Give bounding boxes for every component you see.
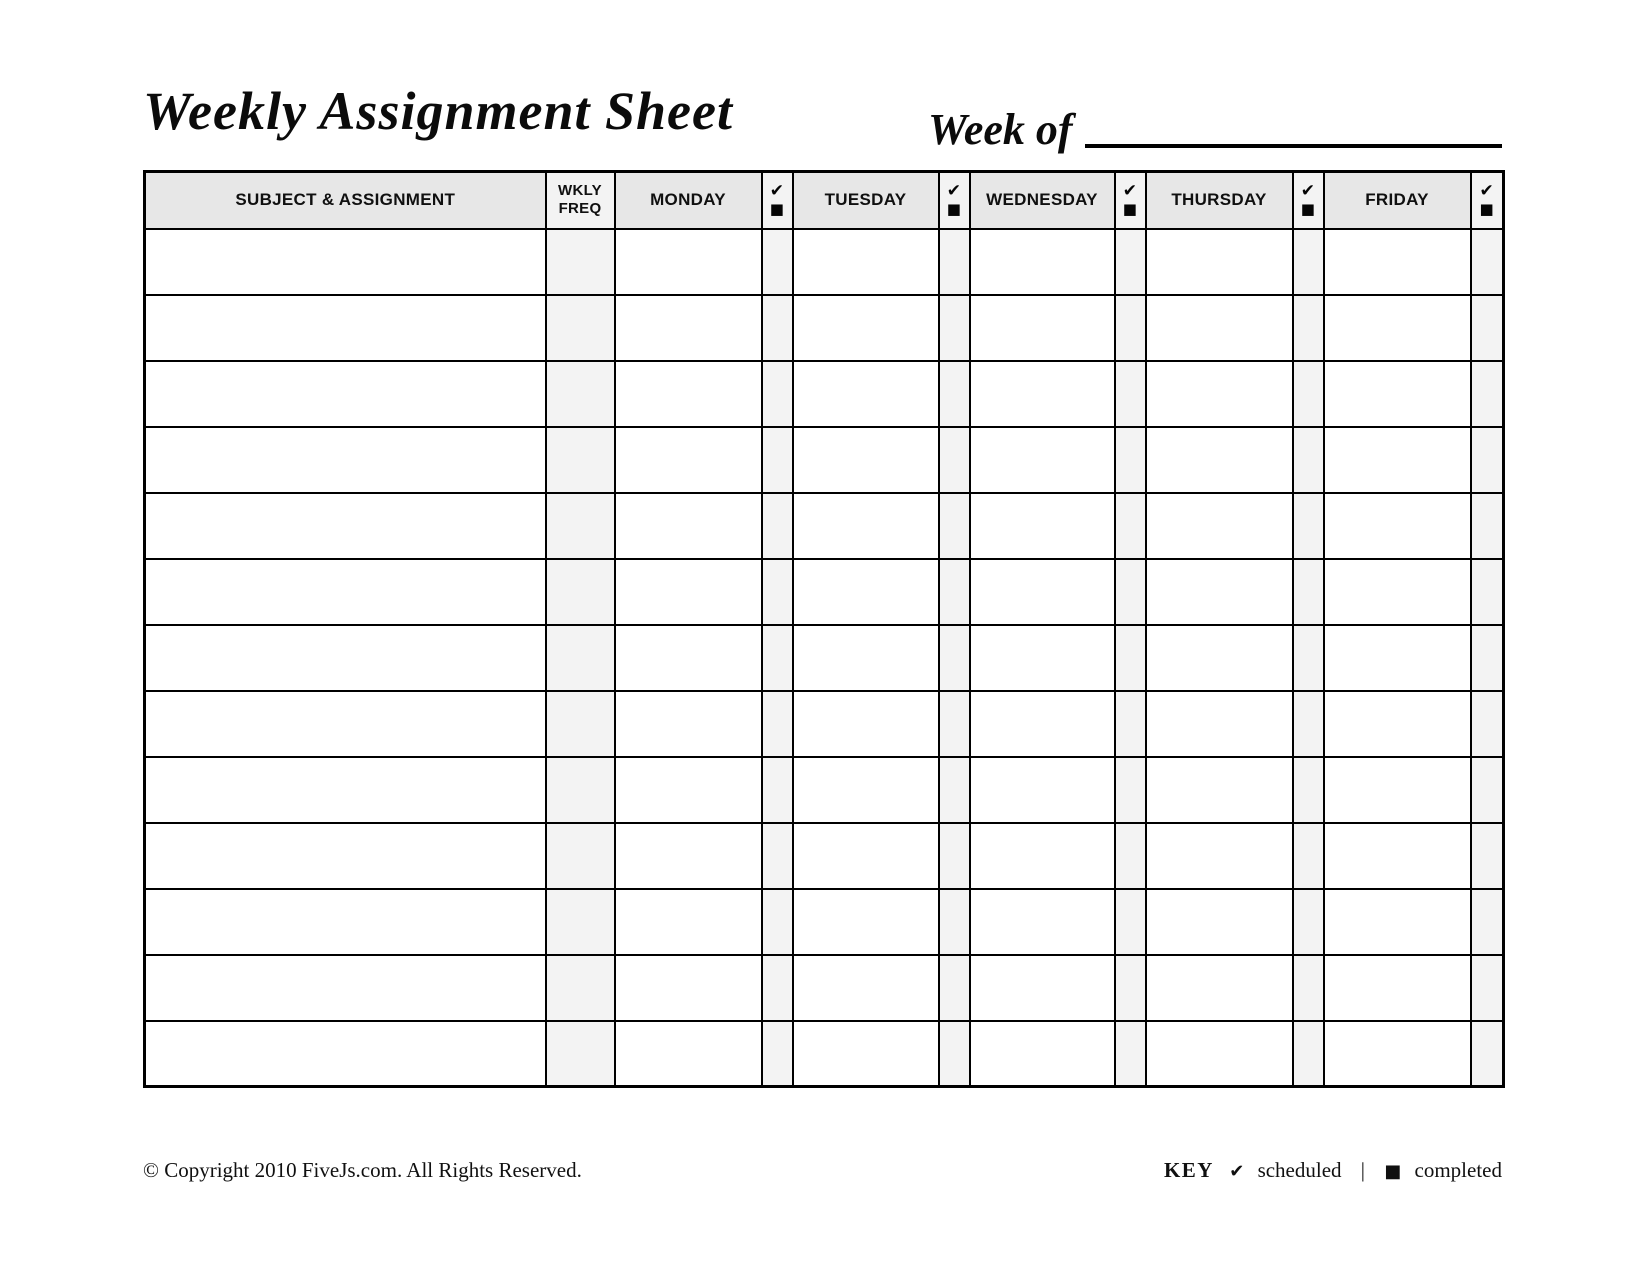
cell-friday[interactable] <box>1324 955 1471 1021</box>
scheduled-label: scheduled <box>1257 1158 1342 1182</box>
table-row <box>145 361 1504 427</box>
cell-wednesday-check[interactable] <box>1115 427 1146 493</box>
scheduled-check-icon: ✔ <box>1479 181 1495 202</box>
cell-wkly-freq[interactable] <box>546 625 615 691</box>
legend <box>1164 1158 1502 1183</box>
cell-thursday-check[interactable] <box>1293 955 1324 1021</box>
cell-thursday-check[interactable] <box>1293 559 1324 625</box>
table-row <box>145 823 1504 889</box>
cell-monday[interactable] <box>615 823 762 889</box>
key-label: KEY <box>1163 1158 1214 1182</box>
cell-tuesday[interactable] <box>793 493 939 559</box>
cell-friday-check[interactable] <box>1471 955 1504 1021</box>
table-row <box>145 559 1504 625</box>
cell-thursday[interactable] <box>1146 823 1293 889</box>
cell-tuesday-check[interactable] <box>939 229 970 295</box>
cell-friday-check[interactable] <box>1471 493 1504 559</box>
completed-square-icon: ■ <box>1384 1161 1402 1182</box>
cell-friday-check[interactable] <box>1471 1021 1504 1087</box>
cell-thursday[interactable] <box>1146 559 1293 625</box>
week-of-label: Week of <box>928 105 1073 154</box>
column-header-friday-check <box>1471 172 1504 229</box>
cell-monday-check[interactable] <box>762 493 793 559</box>
table-row <box>145 889 1504 955</box>
cell-friday-check[interactable] <box>1471 625 1504 691</box>
cell-wednesday[interactable] <box>970 493 1115 559</box>
cell-thursday-check[interactable] <box>1293 757 1324 823</box>
cell-wkly-freq[interactable] <box>546 493 615 559</box>
cell-monday-check[interactable] <box>762 229 793 295</box>
completed-square-icon: ■ <box>946 200 962 219</box>
cell-thursday[interactable] <box>1146 757 1293 823</box>
column-header-tuesday-check <box>939 172 970 229</box>
table-row <box>145 625 1504 691</box>
cell-monday-check[interactable] <box>762 955 793 1021</box>
cell-wednesday-check[interactable] <box>1115 295 1146 361</box>
column-header-thursday: THURSDAY <box>1146 172 1293 229</box>
cell-monday[interactable] <box>615 691 762 757</box>
cell-tuesday-check[interactable] <box>939 691 970 757</box>
check-column-legend <box>763 183 792 217</box>
table-row <box>145 493 1504 559</box>
cell-thursday[interactable] <box>1146 691 1293 757</box>
cell-wednesday-check[interactable] <box>1115 757 1146 823</box>
completed-square-icon: ■ <box>1122 200 1138 219</box>
cell-subject[interactable] <box>145 1021 546 1087</box>
cell-thursday[interactable] <box>1146 295 1293 361</box>
cell-wkly-freq[interactable] <box>546 295 615 361</box>
table-row <box>145 295 1504 361</box>
cell-tuesday[interactable] <box>793 295 939 361</box>
column-header-wednesday-check <box>1115 172 1146 229</box>
table-row <box>145 427 1504 493</box>
cell-monday[interactable] <box>615 889 762 955</box>
cell-tuesday[interactable] <box>793 559 939 625</box>
cell-friday-check[interactable] <box>1471 559 1504 625</box>
cell-thursday-check[interactable] <box>1293 493 1324 559</box>
cell-tuesday[interactable] <box>793 361 939 427</box>
cell-thursday-check[interactable] <box>1293 295 1324 361</box>
cell-monday-check[interactable] <box>762 1021 793 1087</box>
cell-monday[interactable] <box>615 229 762 295</box>
completed-square-icon: ■ <box>1300 200 1316 219</box>
cell-wednesday-check[interactable] <box>1115 229 1146 295</box>
cell-monday-check[interactable] <box>762 361 793 427</box>
cell-wednesday[interactable] <box>970 1021 1115 1087</box>
cell-subject[interactable] <box>145 427 546 493</box>
cell-wkly-freq[interactable] <box>546 955 615 1021</box>
cell-thursday[interactable] <box>1146 625 1293 691</box>
check-column-legend <box>1116 183 1145 217</box>
cell-tuesday[interactable] <box>793 427 939 493</box>
column-header-monday: MONDAY <box>615 172 762 229</box>
cell-tuesday-check[interactable] <box>939 493 970 559</box>
cell-tuesday[interactable] <box>793 229 939 295</box>
cell-friday-check[interactable] <box>1471 757 1504 823</box>
cell-thursday[interactable] <box>1146 493 1293 559</box>
cell-thursday-check[interactable] <box>1293 229 1324 295</box>
cell-thursday[interactable] <box>1146 1021 1293 1087</box>
cell-friday-check[interactable] <box>1471 889 1504 955</box>
cell-monday[interactable] <box>615 427 762 493</box>
cell-monday[interactable] <box>615 559 762 625</box>
cell-friday[interactable] <box>1324 493 1471 559</box>
cell-monday-check[interactable] <box>762 889 793 955</box>
cell-wednesday-check[interactable] <box>1115 889 1146 955</box>
page-footer <box>143 1158 1502 1183</box>
cell-wkly-freq[interactable] <box>546 889 615 955</box>
week-of-field <box>928 96 1502 152</box>
check-column-legend <box>1472 183 1503 217</box>
cell-friday-check[interactable] <box>1471 823 1504 889</box>
cell-wednesday[interactable] <box>970 361 1115 427</box>
cell-subject[interactable] <box>145 295 546 361</box>
scheduled-check-icon: ✔ <box>946 181 962 202</box>
cell-wednesday-check[interactable] <box>1115 1021 1146 1087</box>
cell-wednesday[interactable] <box>970 757 1115 823</box>
column-header-wednesday: WEDNESDAY <box>970 172 1115 229</box>
cell-friday-check[interactable] <box>1471 295 1504 361</box>
table-row <box>145 1021 1504 1087</box>
cell-thursday-check[interactable] <box>1293 1021 1324 1087</box>
cell-thursday[interactable] <box>1146 427 1293 493</box>
cell-wkly-freq[interactable] <box>546 823 615 889</box>
scheduled-check-icon: ✔ <box>1122 181 1138 202</box>
cell-subject[interactable] <box>145 559 546 625</box>
cell-monday-check[interactable] <box>762 427 793 493</box>
cell-friday-check[interactable] <box>1471 427 1504 493</box>
table-row <box>145 757 1504 823</box>
table-row <box>145 691 1504 757</box>
page-title: Weekly Assignment Sheet <box>143 81 733 141</box>
cell-tuesday[interactable] <box>793 955 939 1021</box>
cell-subject[interactable] <box>145 889 546 955</box>
assignment-table <box>143 170 1505 1088</box>
cell-monday[interactable] <box>615 361 762 427</box>
column-header-thursday-check <box>1293 172 1324 229</box>
cell-friday[interactable] <box>1324 889 1471 955</box>
cell-wednesday[interactable] <box>970 823 1115 889</box>
completed-label: completed <box>1414 1158 1502 1182</box>
table-row <box>145 229 1504 295</box>
cell-tuesday[interactable] <box>793 1021 939 1087</box>
cell-friday[interactable] <box>1324 691 1471 757</box>
cell-wednesday-check[interactable] <box>1115 823 1146 889</box>
cell-friday-check[interactable] <box>1471 691 1504 757</box>
cell-tuesday[interactable] <box>793 889 939 955</box>
cell-subject[interactable] <box>145 625 546 691</box>
cell-tuesday-check[interactable] <box>939 955 970 1021</box>
cell-tuesday-check[interactable] <box>939 427 970 493</box>
cell-monday-check[interactable] <box>762 559 793 625</box>
cell-thursday-check[interactable] <box>1293 889 1324 955</box>
cell-wednesday-check[interactable] <box>1115 493 1146 559</box>
column-header-monday-check <box>762 172 793 229</box>
cell-friday[interactable] <box>1324 427 1471 493</box>
cell-wednesday[interactable] <box>970 229 1115 295</box>
completed-square-icon: ■ <box>1479 200 1494 219</box>
copyright-text: © Copyright 2010 FiveJs.com. All Rights Reserved. <box>143 1158 582 1182</box>
cell-tuesday-check[interactable] <box>939 823 970 889</box>
cell-monday[interactable] <box>615 295 762 361</box>
check-column-legend <box>1294 183 1323 217</box>
cell-tuesday-check[interactable] <box>939 625 970 691</box>
cell-wednesday-check[interactable] <box>1115 625 1146 691</box>
cell-friday[interactable] <box>1324 625 1471 691</box>
cell-thursday[interactable] <box>1146 889 1293 955</box>
cell-wednesday[interactable] <box>970 559 1115 625</box>
scheduled-check-icon: ✔ <box>1229 1161 1245 1182</box>
cell-thursday[interactable] <box>1146 955 1293 1021</box>
cell-monday[interactable] <box>615 625 762 691</box>
cell-monday[interactable] <box>615 757 762 823</box>
cell-thursday-check[interactable] <box>1293 427 1324 493</box>
cell-friday[interactable] <box>1324 559 1471 625</box>
scheduled-check-icon: ✔ <box>1300 181 1316 202</box>
column-header-friday: FRIDAY <box>1324 172 1471 229</box>
legend-divider: | <box>1360 1158 1366 1182</box>
cell-wednesday[interactable] <box>970 427 1115 493</box>
cell-monday-check[interactable] <box>762 823 793 889</box>
cell-tuesday-check[interactable] <box>939 361 970 427</box>
cell-wednesday[interactable] <box>970 889 1115 955</box>
check-column-legend <box>940 183 969 217</box>
table-header-row <box>145 172 1504 229</box>
table-body <box>145 229 1504 1087</box>
cell-monday-check[interactable] <box>762 757 793 823</box>
cell-thursday[interactable] <box>1146 229 1293 295</box>
cell-subject[interactable] <box>145 955 546 1021</box>
cell-wednesday-check[interactable] <box>1115 361 1146 427</box>
cell-subject[interactable] <box>145 229 546 295</box>
cell-monday-check[interactable] <box>762 691 793 757</box>
cell-monday[interactable] <box>615 955 762 1021</box>
cell-tuesday-check[interactable] <box>939 757 970 823</box>
cell-friday[interactable] <box>1324 361 1471 427</box>
cell-monday[interactable] <box>615 493 762 559</box>
cell-wednesday-check[interactable] <box>1115 691 1146 757</box>
cell-wednesday[interactable] <box>970 625 1115 691</box>
cell-friday[interactable] <box>1324 295 1471 361</box>
cell-tuesday-check[interactable] <box>939 295 970 361</box>
cell-subject[interactable] <box>145 361 546 427</box>
cell-wkly-freq[interactable] <box>546 361 615 427</box>
cell-wkly-freq[interactable] <box>546 229 615 295</box>
cell-wednesday-check[interactable] <box>1115 559 1146 625</box>
cell-friday[interactable] <box>1324 229 1471 295</box>
cell-subject[interactable] <box>145 823 546 889</box>
scheduled-check-icon: ✔ <box>769 181 785 202</box>
cell-thursday-check[interactable] <box>1293 691 1324 757</box>
cell-friday[interactable] <box>1324 1021 1471 1087</box>
cell-monday-check[interactable] <box>762 295 793 361</box>
cell-wednesday[interactable] <box>970 691 1115 757</box>
cell-friday[interactable] <box>1324 757 1471 823</box>
cell-friday[interactable] <box>1324 823 1471 889</box>
cell-thursday[interactable] <box>1146 361 1293 427</box>
cell-monday-check[interactable] <box>762 625 793 691</box>
cell-tuesday[interactable] <box>793 757 939 823</box>
cell-monday[interactable] <box>615 1021 762 1087</box>
cell-wednesday[interactable] <box>970 295 1115 361</box>
cell-subject[interactable] <box>145 691 546 757</box>
cell-tuesday-check[interactable] <box>939 889 970 955</box>
cell-wkly-freq[interactable] <box>546 757 615 823</box>
cell-tuesday-check[interactable] <box>939 559 970 625</box>
cell-wkly-freq[interactable] <box>546 559 615 625</box>
cell-tuesday[interactable] <box>793 625 939 691</box>
cell-subject[interactable] <box>145 493 546 559</box>
cell-thursday-check[interactable] <box>1293 823 1324 889</box>
cell-wednesday-check[interactable] <box>1115 955 1146 1021</box>
cell-tuesday[interactable] <box>793 691 939 757</box>
completed-square-icon: ■ <box>769 200 785 219</box>
table-row <box>145 955 1504 1021</box>
cell-friday-check[interactable] <box>1471 229 1504 295</box>
column-header-wkly-freq: WKLY FREQ <box>546 172 615 229</box>
column-header-subject: SUBJECT & ASSIGNMENT <box>145 172 546 229</box>
cell-thursday-check[interactable] <box>1293 361 1324 427</box>
cell-subject[interactable] <box>145 757 546 823</box>
cell-thursday-check[interactable] <box>1293 625 1324 691</box>
cell-tuesday[interactable] <box>793 823 939 889</box>
cell-wkly-freq[interactable] <box>546 691 615 757</box>
cell-wkly-freq[interactable] <box>546 1021 615 1087</box>
column-header-tuesday: TUESDAY <box>793 172 939 229</box>
cell-friday-check[interactable] <box>1471 361 1504 427</box>
cell-tuesday-check[interactable] <box>939 1021 970 1087</box>
cell-wednesday[interactable] <box>970 955 1115 1021</box>
cell-wkly-freq[interactable] <box>546 427 615 493</box>
week-of-blank-line[interactable] <box>1085 144 1502 148</box>
